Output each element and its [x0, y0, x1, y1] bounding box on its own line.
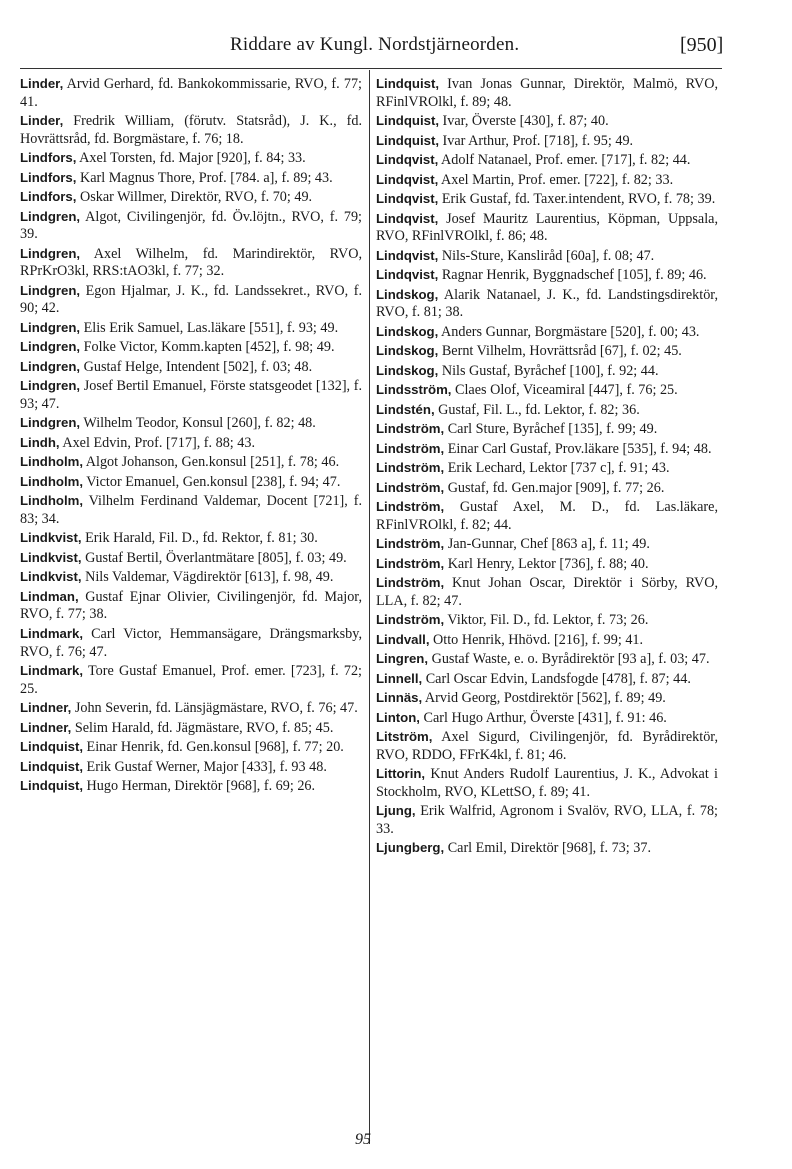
entry-details: Arvid Georg, Postdirektör [562], f. 89; 49. [422, 690, 666, 707]
entry-details: Axel Edvin, Prof. [717], f. 88; 43. [59, 434, 256, 451]
entry-surname: Lingren, [376, 651, 429, 667]
register-entry [376, 342, 718, 361]
entry-surname: Lindström, [376, 440, 445, 456]
entry-surname: Lindholm, [20, 473, 83, 489]
entry-surname: Lindquist, [376, 132, 439, 148]
entry-surname: Lindner, [20, 719, 72, 735]
entry-surname: Lindh, [20, 434, 60, 450]
register-entry [20, 625, 362, 661]
entry-surname: Lindqvist, [376, 152, 439, 168]
entry-details: Carl Sture, Byråchef [135], f. 99; 49. [444, 421, 658, 438]
register-entry [376, 535, 718, 554]
entry-surname: Lindvall, [376, 631, 430, 647]
entry-details: Karl Magnus Thore, Prof. [784. a], f. 89; 43. [76, 169, 333, 186]
entry-details: Folke Victor, Komm.kapten [452], f. 98; 49. [80, 339, 335, 356]
register-entry [376, 650, 718, 669]
entry-details: Erik Harald, Fil. D., fd. Rektor, f. 81; 30. [81, 530, 318, 547]
entry-details: Jan-Gunnar, Chef [863 a], f. 11; 49. [444, 536, 650, 553]
entry-details: Axel Martin, Prof. emer. [722], f. 82; 33. [438, 171, 674, 188]
entry-surname: Lindman, [20, 588, 79, 604]
entry-details: Nils-Sture, Kansliråd [60a], f. 08; 47. [438, 247, 655, 264]
entry-surname: Linder, [20, 113, 64, 129]
entry-surname: Lindholm, [20, 493, 83, 509]
register-entry [20, 529, 362, 548]
register-entry [376, 611, 718, 630]
entry-surname: Lindsström, [376, 382, 452, 398]
register-entry [20, 662, 362, 698]
register-entry [20, 188, 362, 207]
entry-details: Fredrik William, (förutv. Statsråd), J. K., fd. Hovrättsråd, fd. Borgmästare, f. 76; 18. [20, 113, 362, 147]
entry-surname: Lindskog, [376, 362, 439, 378]
register-entry [376, 401, 718, 420]
entry-surname: Lindström, [376, 575, 445, 591]
entry-surname: Lindgren, [20, 378, 81, 394]
entry-details: Selim Harald, fd. Jägmästare, RVO, f. 85; 45. [71, 719, 334, 736]
entry-details: Einar Carl Gustaf, Prov.läkare [535], f. 94; 48. [444, 440, 712, 457]
entry-details: Karl Henry, Lektor [736], f. 88; 40. [444, 555, 649, 572]
entry-surname: Lindquist, [20, 778, 83, 794]
entry-details: Gustaf Bertil, Överlantmätare [805], f. 03; 49. [81, 549, 347, 566]
header-rule [20, 68, 722, 69]
entry-surname: Lindgren, [20, 245, 81, 261]
entry-surname: Lindström, [376, 612, 445, 628]
register-entry [376, 631, 718, 650]
register-entry [376, 132, 718, 151]
register-entry [20, 169, 362, 188]
entry-surname: Lindfors, [20, 150, 77, 166]
entry-details: Carl Emil, Direktör [968], f. 73; 37. [444, 840, 652, 857]
register-entry [20, 338, 362, 357]
entry-details: Erik Gustaf, fd. Taxer.intendent, RVO, f. 78; 39. [438, 191, 716, 208]
entry-surname: Lindgren, [20, 282, 81, 298]
entry-surname: Lindquist, [376, 76, 439, 91]
entry-details: Erik Gustaf Werner, Major [433], f. 93 48. [83, 758, 327, 775]
entry-details: Egon Hjalmar, J. K., fd. Landssekret., RVO, f. 90; 42. [20, 282, 362, 317]
register-entry [20, 434, 362, 453]
entry-surname: Litström, [376, 729, 433, 745]
entry-surname: Lindqvist, [376, 191, 439, 207]
entry-details: Claes Olof, Viceamiral [447], f. 76; 25. [451, 382, 678, 399]
register-entry [20, 453, 362, 472]
entry-surname: Lindkvist, [20, 569, 82, 585]
entry-surname: Littorin, [376, 766, 426, 782]
entry-details: Carl Hugo Arthur, Överste [431], f. 91: 46. [419, 709, 667, 726]
entry-details: Axel Sigurd, Civilingenjör, fd. Byrådirektör, RVO, RDDO, FFrK4kl, f. 81; 46. [376, 729, 718, 763]
register-entry [376, 381, 718, 400]
entry-surname: Lindqvist, [376, 171, 439, 187]
entry-surname: Lindmark, [20, 625, 84, 641]
entry-details: Algot, Civilingenjör, fd. Öv.löjtn., RVO, f. 79; 39. [20, 208, 362, 243]
entry-surname: Lindström, [376, 421, 445, 437]
register-entry [20, 112, 362, 148]
entry-details: Knut Anders Rudolf Laurentius, J. K., Advokat i Stockholm, RVO, KLettSO, f. 89; 41. [376, 766, 718, 800]
entry-details: Carl Oscar Edvin, Landsfogde [478], f. 87; 44. [422, 670, 691, 687]
entry-surname: Lindgren, [20, 358, 81, 374]
register-entry [376, 420, 718, 439]
register-entry [376, 266, 718, 285]
register-entry [376, 171, 718, 190]
register-entry [376, 75, 718, 111]
entry-details: Knut Johan Oscar, Direktör i Sörby, RVO, LLA, f. 82; 47. [376, 575, 718, 609]
entry-details: Anders Gunnar, Borgmästare [520], f. 00; 43. [438, 323, 700, 340]
entry-surname: Lindqvist, [376, 210, 439, 226]
entry-details: Erik Lechard, Lektor [737 c], f. 91; 43. [444, 460, 670, 477]
register-entry [20, 758, 362, 777]
register-entry [20, 492, 362, 528]
register-entry [376, 112, 718, 131]
register-entry [20, 568, 362, 587]
register-entry [20, 75, 362, 111]
register-entry [20, 719, 362, 738]
entry-details: Elis Erik Samuel, Las.läkare [551], f. 93; 49. [80, 319, 339, 336]
entry-details: Nils Valdemar, Vägdirektör [613], f. 98, 49. [81, 569, 334, 586]
entry-details: Josef Bertil Emanuel, Förste statsgeodet [132], f. 93; 47. [20, 378, 362, 412]
entry-surname: Lindfors, [20, 189, 77, 205]
page-header [20, 34, 724, 62]
register-entry [376, 247, 718, 266]
entry-surname: Lindskog, [376, 286, 439, 302]
register-entry [20, 282, 362, 318]
entry-details: Adolf Natanael, Prof. emer. [717], f. 82; 44. [438, 152, 691, 169]
register-entry [20, 588, 362, 624]
register-entry [376, 765, 718, 801]
register-entry [20, 149, 362, 168]
entry-surname: Lindgren, [20, 339, 81, 355]
entry-surname: Lindström, [376, 536, 445, 552]
entry-details: Vilhelm Ferdinand Valdemar, Docent [721], f. 83; 34. [20, 493, 362, 527]
entry-details: Axel Torsten, fd. Major [920], f. 84; 33. [76, 150, 306, 167]
register-entry [376, 286, 718, 322]
entry-details: Algot Johanson, Gen.konsul [251], f. 78; 46. [83, 454, 340, 471]
entry-surname: Linton, [376, 709, 420, 725]
register-entry [20, 473, 362, 492]
entry-details: Bernt Vilhelm, Hovrättsråd [67], f. 02; 45. [438, 343, 682, 360]
entry-surname: Ljung, [376, 803, 416, 819]
entry-details: Ragnar Henrik, Byggnadschef [105], f. 89; 46. [438, 267, 707, 284]
register-entry [376, 440, 718, 459]
register-entry [20, 414, 362, 433]
entry-surname: Lindquist, [376, 113, 439, 129]
entry-details: Einar Henrik, fd. Gen.konsul [968], f. 77; 20. [83, 739, 344, 756]
register-entry [20, 738, 362, 757]
column-divider [369, 70, 370, 1144]
entry-surname: Lindquist, [20, 758, 83, 774]
entry-details: Gustaf Helge, Intendent [502], f. 03; 48. [80, 358, 313, 375]
register-entry [376, 709, 718, 728]
entry-surname: Lindkvist, [20, 530, 82, 546]
entry-details: Carl Victor, Hemmansägare, Drängsmarksby, RVO, f. 76; 47. [20, 625, 362, 660]
register-entry [376, 210, 718, 246]
header-page-number: [950] [680, 34, 724, 56]
footer-page-number: 95 [355, 1131, 371, 1148]
register-entry [376, 670, 718, 689]
register-entry [20, 208, 362, 244]
entry-surname: Linder, [20, 76, 64, 91]
entry-details: Wilhelm Teodor, Konsul [260], f. 82; 48. [80, 415, 316, 432]
register-entry [376, 323, 718, 342]
entry-surname: Linnäs, [376, 690, 423, 706]
register-entry [376, 555, 718, 574]
entry-surname: Linnell, [376, 670, 423, 686]
entry-surname: Lindkvist, [20, 549, 82, 565]
entry-surname: Lindström, [376, 479, 445, 495]
entry-surname: Lindström, [376, 498, 445, 514]
register-entry [20, 699, 362, 718]
entry-details: Tore Gustaf Emanuel, Prof. emer. [723], f. 72; 25. [20, 663, 362, 697]
entry-surname: Lindgren, [20, 208, 81, 224]
entry-surname: Lindskog, [376, 323, 439, 339]
entry-details: Otto Henrik, Hhövd. [216], f. 99; 41. [429, 631, 644, 648]
register-entry [20, 377, 362, 413]
register-entry [376, 479, 718, 498]
entry-details: Gustaf Ejnar Olivier, Civilingenjör, fd. Major, RVO, f. 77; 38. [20, 588, 362, 623]
entry-details: John Severin, fd. Länsjägmästare, RVO, f. 76; 47. [71, 700, 358, 717]
entry-surname: Lindgren, [20, 319, 81, 335]
entry-surname: Lindgren, [20, 415, 81, 431]
register-entry [376, 190, 718, 209]
entry-details: Arvid Gerhard, fd. Bankokommissarie, RVO, f. 77; 41. [20, 76, 362, 110]
register-entry [376, 574, 718, 610]
entry-details: Ivar, Överste [430], f. 87; 40. [439, 113, 609, 130]
entry-details: Ivan Jonas Gunnar, Direktör, Malmö, RVO, RFinlVROlkl, f. 89; 48. [376, 76, 718, 110]
entry-surname: Lindmark, [20, 663, 84, 678]
entry-surname: Lindholm, [20, 454, 83, 470]
entry-details: Ivar Arthur, Prof. [718], f. 95; 49. [439, 132, 634, 149]
entry-details: Hugo Herman, Direktör [968], f. 69; 26. [83, 778, 316, 795]
entry-details: Gustaf Waste, e. o. Byrådirektör [93 a], f. 03; 47. [428, 651, 710, 668]
entry-details: Erik Walfrid, Agronom i Svalöv, RVO, LLA, f. 78; 33. [376, 803, 718, 837]
entry-details: Oskar Willmer, Direktör, RVO, f. 70; 49. [76, 189, 313, 206]
entry-details: Gustaf, fd. Gen.major [909], f. 77; 26. [444, 479, 665, 496]
entry-details: Nils Gustaf, Byråchef [100], f. 92; 44. [438, 362, 659, 379]
entry-surname: Ljungberg, [376, 840, 445, 856]
entry-surname: Lindfors, [20, 169, 77, 185]
page-title: Riddare av Kungl. Nordstjärneorden. [230, 34, 520, 55]
entry-surname: Lindstén, [376, 401, 435, 417]
register-entry [376, 839, 718, 858]
register-entry [376, 689, 718, 708]
entry-details: Victor Emanuel, Gen.konsul [238], f. 94; 47. [83, 473, 341, 490]
register-entry [20, 549, 362, 568]
register-entry [20, 245, 362, 281]
entry-surname: Lindqvist, [376, 267, 439, 283]
entry-details: Alarik Natanael, J. K., fd. Landstingsdirektör, RVO, f. 81; 38. [376, 286, 718, 321]
register-entry [20, 777, 362, 796]
entry-surname: Lindskog, [376, 343, 439, 359]
right-column [376, 75, 718, 859]
entry-details: Josef Mauritz Laurentius, Köpman, Uppsala, RVO, RFinlVROlkl, f. 86; 48. [376, 210, 718, 245]
entry-surname: Lindner, [20, 700, 72, 716]
register-entry [376, 802, 718, 838]
register-entry [376, 362, 718, 381]
entry-details: Axel Wilhelm, fd. Marindirektör, RVO, RPrKrO3kl, RRS:tAO3kl, f. 77; 32. [20, 245, 362, 280]
entry-details: Gustaf, Fil. L., fd. Lektor, f. 82; 36. [434, 401, 640, 418]
entry-details: Viktor, Fil. D., fd. Lektor, f. 73; 26. [444, 612, 649, 629]
entry-surname: Lindström, [376, 555, 445, 571]
left-column [20, 75, 362, 797]
entry-surname: Lindqvist, [376, 247, 439, 263]
entry-surname: Lindquist, [20, 739, 83, 755]
register-entry [376, 498, 718, 534]
register-entry [376, 151, 718, 170]
register-entry [20, 358, 362, 377]
entry-details: Gustaf Axel, M. D., fd. Las.läkare, RFinlVROlkl, f. 82; 44. [376, 498, 718, 533]
register-entry [20, 319, 362, 338]
register-entry [376, 459, 718, 478]
register-entry [376, 728, 718, 764]
entry-surname: Lindström, [376, 460, 445, 476]
